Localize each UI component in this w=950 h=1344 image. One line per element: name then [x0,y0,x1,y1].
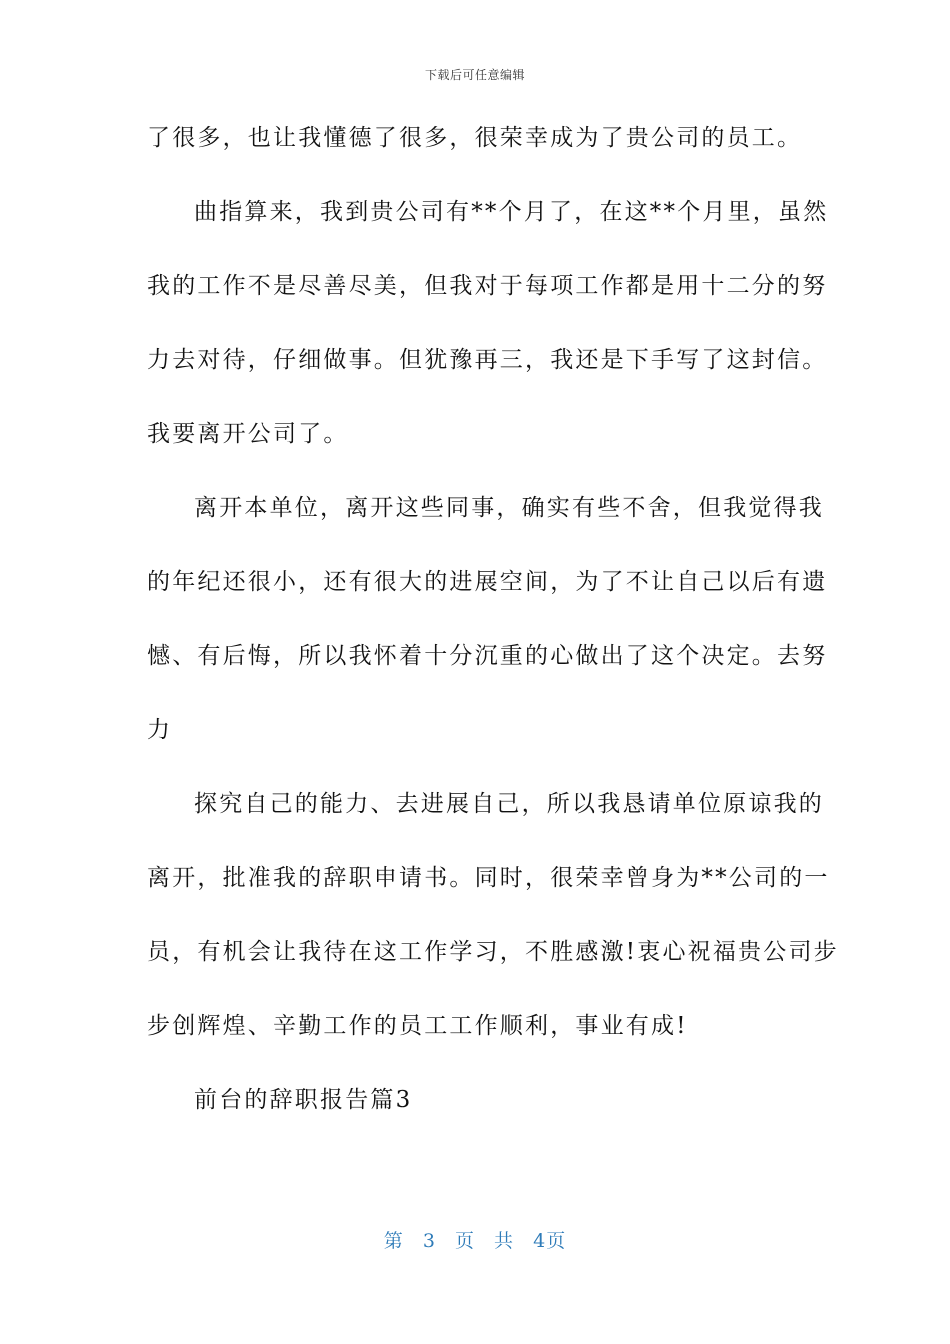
current-page-number: 3 [422,1230,436,1252]
paragraph-line: 憾、有后悔，所以我怀着十分沉重的心做出了这个决定。去努 [147,643,828,669]
total-label-prefix: 共 [494,1230,515,1252]
paragraph-line: 了很多，也让我懂德了很多，很荣幸成为了贵公司的员工。 [147,125,803,151]
page-header: 下载后可任意编辑 [424,68,525,82]
paragraph-line: 我要离开公司了。 [147,421,349,447]
page-number-footer [0,1226,950,1253]
paragraph-line: 步创辉煌、辛勤工作的员工工作顺利，事业有成! [147,1013,688,1039]
paragraph-line: 我的工作不是尽善尽美，但我对于每项工作都是用十二分的努 [147,273,828,299]
section-heading: 前台的辞职报告篇3 [194,1087,413,1113]
paragraph-line: 员，有机会让我待在这工作学习，不胜感激!衷心祝福贵公司步 [147,939,839,965]
paragraph-line: 力 [147,717,173,743]
paragraph-line: 离开本单位，离开这些同事，确实有些不舍，但我觉得我 [194,495,824,521]
page-label-mid: 页 [454,1230,475,1252]
paragraph-line: 探究自己的能力、去进展自己，所以我恳请单位原谅我的 [194,791,824,817]
page-label-prefix: 第 [383,1230,404,1252]
document-body [147,120,839,1119]
paragraph-line: 曲指算来，我到贵公司有**个月了，在这**个月里，虽然 [194,199,829,225]
paragraph-line: 的年纪还很小，还有很大的进展空间，为了不让自己以后有遗 [147,569,828,595]
paragraph-line: 离开，批准我的辞职申请书。同时，很荣幸曾身为**公司的一 [147,865,830,891]
total-pages: 4页 [533,1230,567,1252]
paragraph-line: 力去对待，仔细做事。但犹豫再三，我还是下手写了这封信。 [147,347,828,373]
